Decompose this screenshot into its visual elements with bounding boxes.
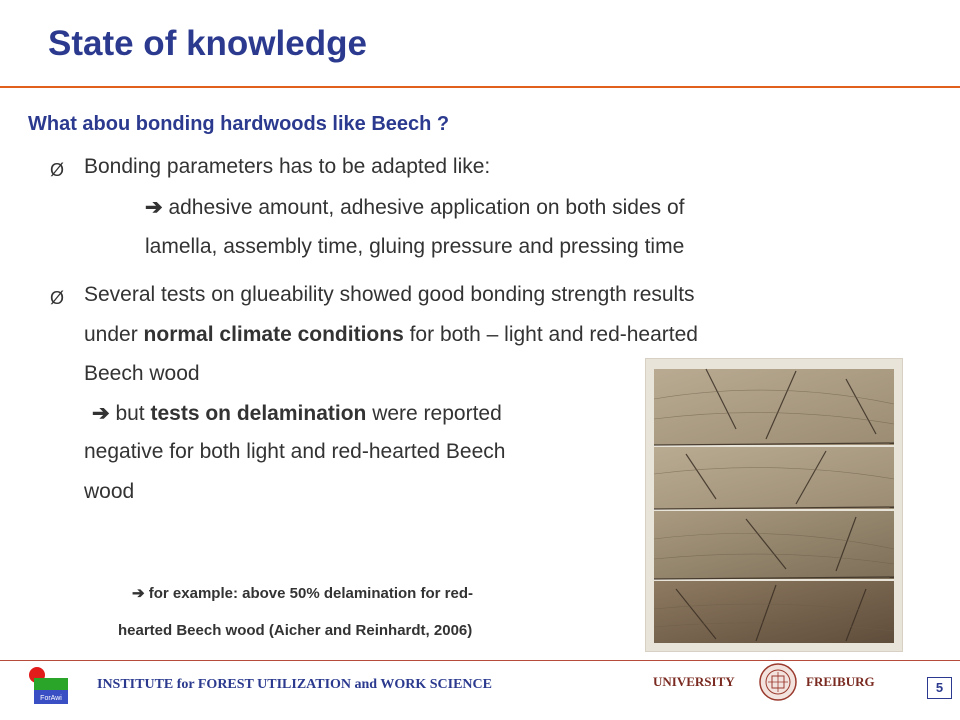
point2-line6: wood [84, 480, 135, 503]
arrow-icon: ➔ [92, 402, 110, 425]
point2-line1: Several tests on glueability showed good bonding strength results [84, 283, 695, 306]
point1-subline2: lamella, assembly time, gluing pressure and pressing time [145, 235, 685, 258]
title-divider [0, 86, 960, 88]
bullet-icon: Ø [50, 160, 65, 180]
logo-text: ForAwi [40, 695, 62, 702]
point1-text: Bonding parameters has to be adapted like: [84, 155, 491, 178]
bullet-icon: Ø [50, 288, 65, 308]
note-line1: ➔ for example: above 50% delamination for red- [132, 585, 474, 602]
arrow-icon: ➔ [145, 196, 163, 219]
university-seal-icon [758, 662, 798, 702]
wood-photo-graphic [646, 359, 902, 651]
point2-line2: under normal climate conditions for both – light and red-hearted [84, 323, 698, 346]
point2-line5: negative for both light and red-hearted Beech [84, 440, 506, 463]
page-number: 5 [927, 677, 952, 699]
institute-name: INSTITUTE for FOREST UTILIZATION and WORK SCIENCE [97, 677, 492, 692]
slide-title: State of knowledge [48, 24, 367, 63]
university-label: UNIVERSITY [653, 674, 735, 689]
arrow-icon: ➔ [132, 585, 145, 602]
city-label: FREIBURG [806, 674, 875, 689]
wood-delamination-photo [645, 358, 903, 652]
point2-line4: ➔ but tests on delamination were reported [92, 402, 502, 425]
slide-question: What abou bonding hardwoods like Beech ? [28, 113, 450, 135]
point2-line3: Beech wood [84, 362, 200, 385]
forawi-logo-icon [28, 666, 82, 706]
note-line2: hearted Beech wood (Aicher and Reinhardt, 2006) [118, 622, 473, 639]
point1-subline1: ➔ adhesive amount, adhesive application on both sides of [145, 196, 685, 219]
